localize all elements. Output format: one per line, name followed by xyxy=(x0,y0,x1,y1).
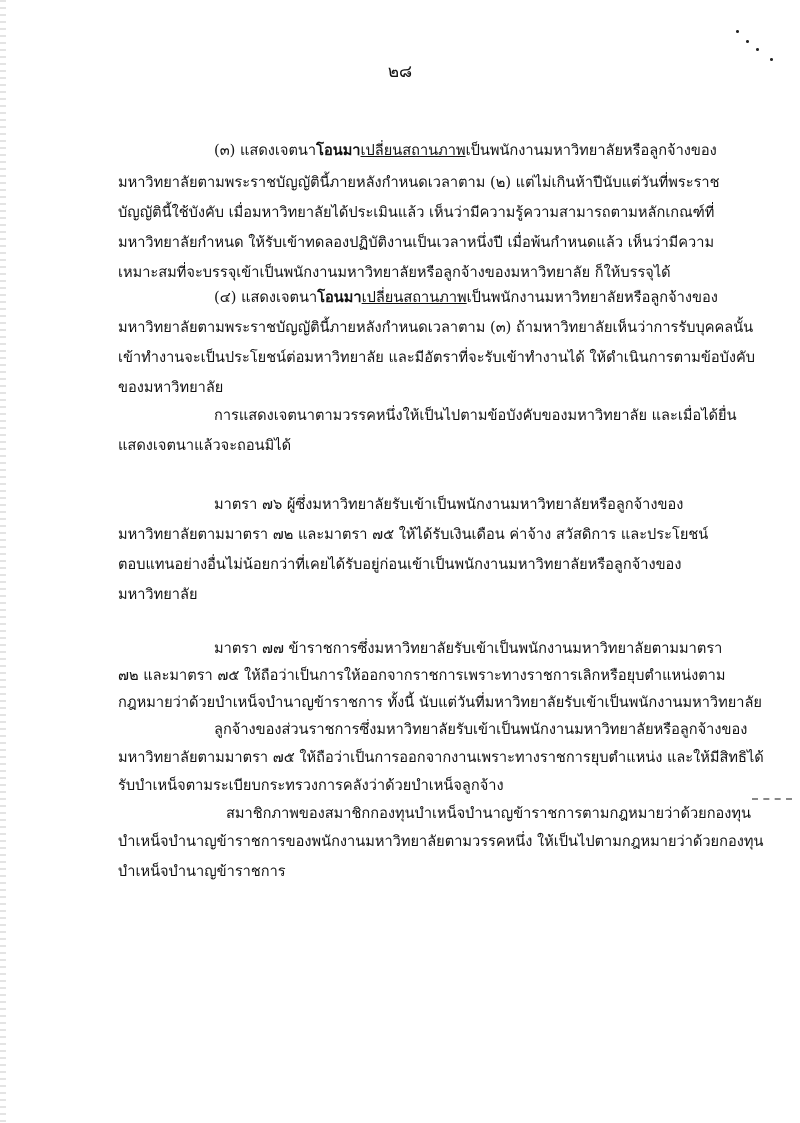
section-76-line-1: มาตรา ๗๖ ผู้ซึ่งมหาวิทยาลัยรับเข้าเป็นพนักงานมหาวิทยาลัยหรือลูกจ้างของ xyxy=(214,496,684,513)
clause-3-line-5: เหมาะสมที่จะบรรจุเข้าเป็นพนักงานมหาวิทยาลัยหรือลูกจ้างของมหาวิทยาลัย ก็ให้บรรจุได้ xyxy=(118,264,671,281)
scan-edge-artifact xyxy=(0,0,6,1123)
clause-4-line-1: (๔) แสดงเจตนาโอนมาเปลี่ยนสถานภาพเป็นพนักงานมหาวิทยาลัยหรือลูกจ้างของ xyxy=(214,289,718,306)
scan-dash-artifact xyxy=(752,798,792,800)
inserted-word: เปลี่ยนสถานภาพ xyxy=(360,142,466,159)
clause-3-line-3: บัญญัตินี้ใช้บังคับ เมื่อมหาวิทยาลัยได้ประเมินแล้ว เห็นว่ามีความรู้ความสามารถตามหลักเกณฑ์ที่ xyxy=(118,204,715,221)
section-76-line-2: มหาวิทยาลัยตามมาตรา ๗๒ และมาตรา ๗๕ ให้ได้รับเงินเดือน ค่าจ้าง สวัสดิการ และประโยชน์ xyxy=(118,526,709,543)
clause-4-line-4: ของมหาวิทยาลัย xyxy=(118,379,224,396)
section-77-para-2-line-2: มหาวิทยาลัยตามมาตรา ๗๕ ให้ถือว่าเป็นการออกจากงานเพราะทางราชการยุบตำแหน่ง และให้มีสิทธิได้ xyxy=(118,749,764,766)
struck-word: โอนมา xyxy=(316,142,361,159)
page-number: ๒๘ xyxy=(387,62,413,82)
declaration-line-1: การแสดงเจตนาตามวรรคหนึ่งให้เป็นไปตามข้อบังคับของมหาวิทยาลัย และเมื่อได้ยื่น xyxy=(214,407,737,424)
section-76-line-4: มหาวิทยาลัย xyxy=(118,586,198,603)
scan-speck xyxy=(736,30,739,33)
section-77-line-1: มาตรา ๗๗ ข้าราชการซึ่งมหาวิทยาลัยรับเข้าเป็นพนักงานมหาวิทยาลัยตามมาตรา xyxy=(214,640,723,657)
clause-4-line-2: มหาวิทยาลัยตามพระราชบัญญัตินี้ภายหลังกำหนดเวลาตาม (๓) ถ้ามหาวิทยาลัยเห็นว่าการรับบุคคลนั้น xyxy=(118,319,754,336)
struck-word: โอนมา xyxy=(317,289,362,306)
section-77-para-3-line-1: สมาชิกภาพของสมาชิกกองทุนบำเหน็จบำนาญข้าราชการตามกฎหมายว่าด้วยกองทุน xyxy=(226,805,752,822)
scan-speck xyxy=(746,40,749,43)
clause-3-line-1: (๓) แสดงเจตนาโอนมาเปลี่ยนสถานภาพเป็นพนักงานมหาวิทยาลัยหรือลูกจ้างของ xyxy=(214,142,717,159)
clause-3-line-4: มหาวิทยาลัยกำหนด ให้รับเข้าทดลองปฏิบัติงานเป็นเวลาหนึ่งปี เมื่อพ้นกำหนดแล้ว เห็นว่ามีความ xyxy=(118,234,715,251)
declaration-line-2: แสดงเจตนาแล้วจะถอนมิได้ xyxy=(118,437,292,454)
section-77-para-3-line-2: บำเหน็จบำนาญข้าราชการของพนักงานมหาวิทยาลัยตามวรรคหนึ่ง ให้เป็นไปตามกฎหมายว่าด้วยกองทุน xyxy=(118,833,764,850)
clause-3-line-2: มหาวิทยาลัยตามพระราชบัญญัตินี้ภายหลังกำหนดเวลาตาม (๒) แต่ไม่เกินห้าปีนับแต่วันที่พระราช xyxy=(118,174,720,191)
clause-4-line-3: เข้าทำงานจะเป็นประโยชน์ต่อมหาวิทยาลัย และมีอัตราที่จะรับเข้าทำงานได้ ให้ดำเนินการตามข้อบังคับ xyxy=(118,349,756,366)
section-76-line-3: ตอบแทนอย่างอื่นไม่น้อยกว่าที่เคยได้รับอยู่ก่อนเข้าเป็นพนักงานมหาวิทยาลัยหรือลูกจ้างของ xyxy=(118,556,682,573)
section-77-para-3-line-3: บำเหน็จบำนาญข้าราชการ xyxy=(118,863,286,880)
section-77-line-3: กฎหมายว่าด้วยบำเหน็จบำนาญข้าราชการ ทั้งนี้ นับแต่วันที่มหาวิทยาลัยรับเข้าเป็นพนักงานมหาวิทยาลัย xyxy=(118,694,762,711)
section-77-line-2: ๗๒ และมาตรา ๗๕ ให้ถือว่าเป็นการให้ออกจากราชการเพราะทางราชการเลิกหรือยุบตำแหน่งตาม xyxy=(118,667,726,684)
section-77-para-2-line-1: ลูกจ้างของส่วนราชการซึ่งมหาวิทยาลัยรับเข้าเป็นพนักงานมหาวิทยาลัยหรือลูกจ้างของ xyxy=(214,721,748,738)
section-77-para-2-line-3: รับบำเหน็จตามระเบียบกระทรวงการคลังว่าด้วยบำเหน็จลูกจ้าง xyxy=(118,777,504,794)
scan-speck xyxy=(756,48,759,51)
inserted-word: เปลี่ยนสถานภาพ xyxy=(361,289,467,306)
